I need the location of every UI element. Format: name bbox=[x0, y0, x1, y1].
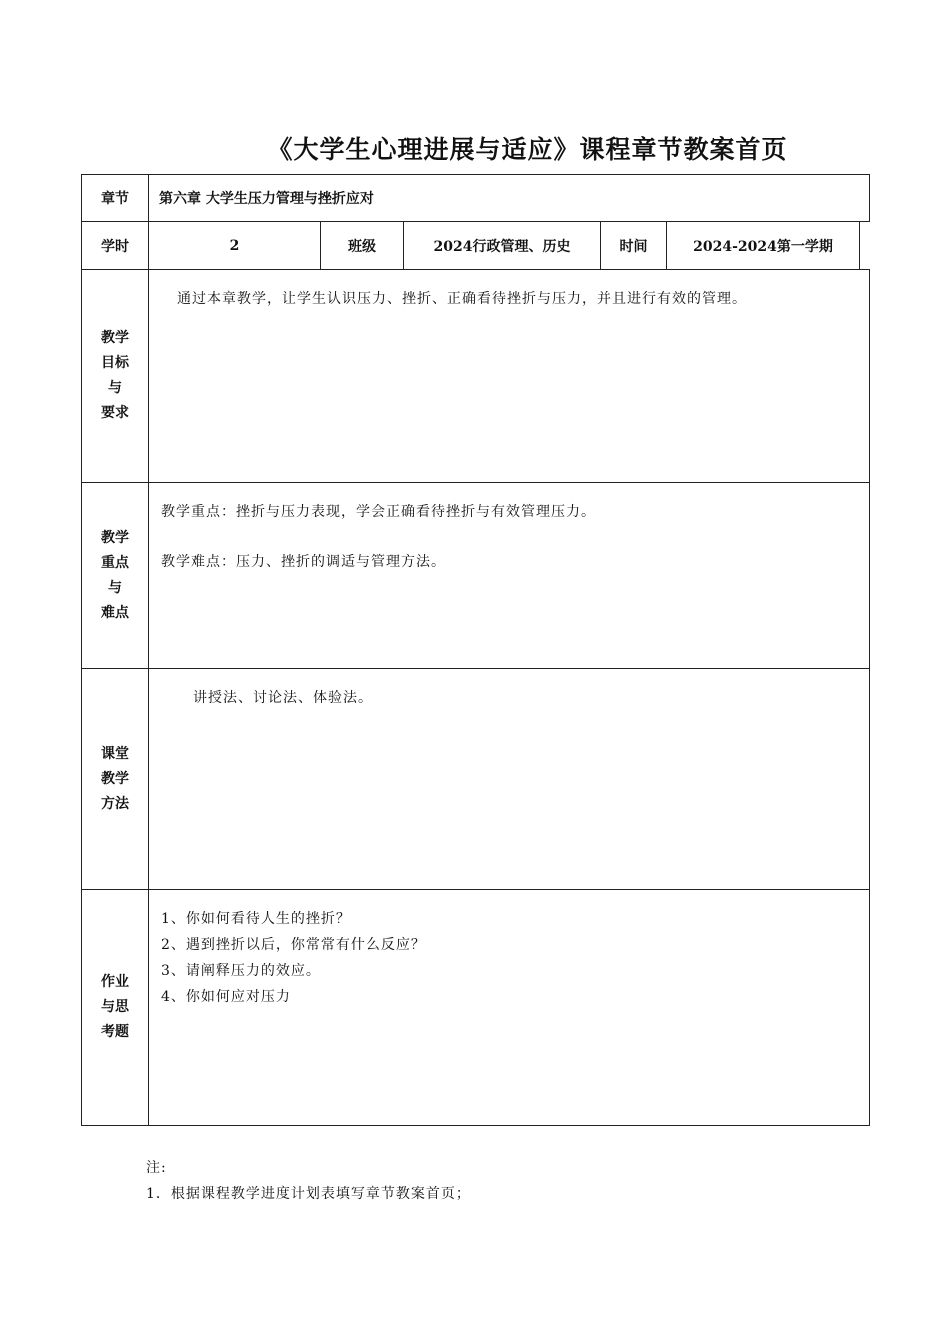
methods-label-line: 教学 bbox=[101, 770, 129, 787]
homework-item: 3、请阐释压力的效应。 bbox=[161, 963, 321, 979]
goals-label-line: 与 bbox=[108, 380, 122, 396]
hours-label: 学时 bbox=[82, 222, 149, 270]
homework-item: 4、你如何应对压力 bbox=[161, 989, 291, 1005]
chapter-row bbox=[82, 175, 870, 222]
methods-label-line: 课堂 bbox=[101, 745, 129, 762]
keypoints-row bbox=[82, 483, 870, 669]
homework-label bbox=[82, 890, 149, 1126]
keypoints-label-line: 教学 bbox=[101, 529, 129, 546]
homework-content bbox=[149, 890, 870, 1126]
methods-text: 讲授法、讨论法、体验法。 bbox=[193, 690, 373, 706]
goals-row bbox=[82, 270, 870, 483]
keypoints-label bbox=[82, 483, 149, 669]
homework-item: 2、遇到挫折以后，你常常有什么反应？ bbox=[161, 937, 426, 953]
key-point-text: 教学重点：挫折与压力表现，学会正确看待挫折与有效管理压力。 bbox=[161, 504, 596, 520]
methods-label bbox=[82, 669, 149, 890]
goals-label-line: 目标 bbox=[101, 355, 129, 371]
homework-label-line: 与思 bbox=[101, 999, 129, 1015]
methods-content bbox=[149, 669, 870, 890]
spacer-cell bbox=[860, 222, 870, 270]
class-value: 2024行政管理、历史 bbox=[404, 222, 601, 270]
homework-label-line: 考题 bbox=[101, 1024, 129, 1040]
homework-label-line: 作业 bbox=[101, 974, 129, 990]
chapter-label: 章节 bbox=[82, 175, 149, 222]
goals-label bbox=[82, 270, 149, 483]
goals-content bbox=[149, 270, 870, 483]
time-label: 时间 bbox=[601, 222, 667, 270]
methods-row bbox=[82, 669, 870, 890]
goals-text: 通过本章教学，让学生认识压力、挫折、正确看待挫折与压力，并且进行有效的管理。 bbox=[177, 291, 747, 307]
methods-label-line: 方法 bbox=[101, 795, 129, 812]
lesson-plan-table bbox=[81, 174, 870, 1126]
notes-heading: 注: bbox=[146, 1160, 167, 1176]
keypoints-label-line: 重点 bbox=[101, 554, 129, 571]
difficult-point-text: 教学难点：压力、挫折的调适与管理方法。 bbox=[161, 554, 446, 570]
homework-row bbox=[82, 890, 870, 1126]
info-row bbox=[82, 222, 870, 270]
time-value: 2024-2024第一学期 bbox=[667, 222, 860, 270]
notes-item: 1．根据课程教学进度计划表填写章节教案首页； bbox=[146, 1186, 471, 1202]
keypoints-label-line: 与 bbox=[108, 579, 122, 596]
homework-item: 1、你如何看待人生的挫折？ bbox=[161, 911, 351, 927]
page-title: 《大学生心理进展与适应》课程章节教案首页 bbox=[267, 135, 788, 164]
keypoints-content bbox=[149, 483, 870, 669]
goals-label-line: 教学 bbox=[101, 330, 129, 346]
chapter-value: 第六章 大学生压力管理与挫折应对 bbox=[149, 175, 870, 222]
hours-value: 2 bbox=[149, 222, 321, 270]
goals-label-line: 要求 bbox=[101, 405, 129, 421]
keypoints-label-line: 难点 bbox=[101, 604, 129, 621]
class-label: 班级 bbox=[321, 222, 404, 270]
notes bbox=[146, 1155, 471, 1207]
